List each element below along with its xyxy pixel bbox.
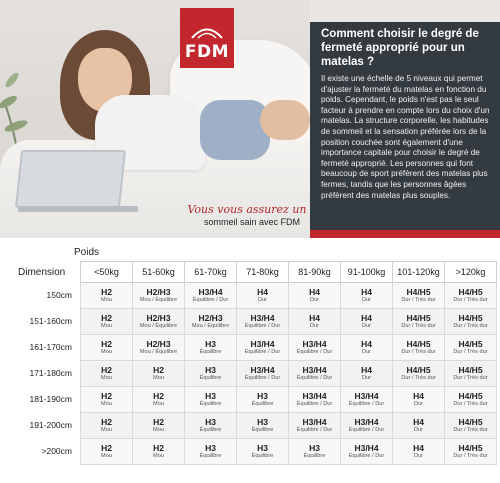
firmness-cell bbox=[393, 283, 445, 309]
firmness-cell bbox=[393, 309, 445, 335]
firmness-description: Dur / Très dur bbox=[401, 348, 436, 355]
firmness-level: H4 bbox=[361, 312, 372, 323]
firmness-cell bbox=[81, 283, 133, 309]
firmness-level: H3/H4 bbox=[302, 390, 327, 401]
weight-header-cell: >120kg bbox=[445, 262, 497, 283]
firmness-level: H4/H5 bbox=[406, 312, 431, 323]
firmness-description: Mou bbox=[101, 348, 112, 355]
firmness-description: Dur bbox=[413, 426, 423, 433]
firmness-level: H3 bbox=[257, 390, 268, 401]
firmness-description: Dur bbox=[413, 400, 423, 407]
firmness-level: H2/H3 bbox=[146, 286, 171, 297]
firmness-level: H2 bbox=[153, 442, 164, 453]
firmness-description: Mou / Équilibre bbox=[191, 322, 230, 329]
firmness-level: H4/H5 bbox=[458, 390, 483, 401]
firmness-cell bbox=[237, 283, 289, 309]
laptop-icon bbox=[15, 150, 126, 208]
woman-shorts bbox=[200, 100, 270, 160]
firmness-level: H4 bbox=[361, 286, 372, 297]
firmness-cell bbox=[133, 387, 185, 413]
firmness-description: Équilibre / Dur bbox=[348, 426, 385, 433]
dimension-label: 151-160cm bbox=[29, 316, 72, 326]
firmness-description: Mou bbox=[153, 400, 164, 407]
fdm-logo bbox=[180, 8, 234, 68]
weight-header-cell: 51-60kg bbox=[133, 262, 185, 283]
firmness-description: Mou bbox=[153, 374, 164, 381]
firmness-description: Équilibre bbox=[251, 452, 274, 459]
panel-accent-bar bbox=[310, 230, 500, 238]
firmness-cell bbox=[341, 309, 393, 335]
firmness-description: Équilibre / Dur bbox=[348, 452, 385, 459]
dimension-label: 181-190cm bbox=[29, 394, 72, 404]
firmness-cell bbox=[185, 309, 237, 335]
firmness-cell bbox=[289, 309, 341, 335]
weight-header-cell: <50kg bbox=[81, 262, 133, 283]
bed-arch-icon bbox=[190, 25, 224, 39]
firmness-cell bbox=[393, 439, 445, 465]
firmness-cell bbox=[341, 335, 393, 361]
firmness-cell bbox=[289, 413, 341, 439]
firmness-level: H4/H5 bbox=[458, 312, 483, 323]
firmness-cell bbox=[185, 439, 237, 465]
slogan-line-2: sommeil sain avec FDM bbox=[204, 217, 301, 227]
firmness-cell bbox=[133, 439, 185, 465]
firmness-cell bbox=[445, 387, 497, 413]
dimension-label: 171-180cm bbox=[29, 368, 72, 378]
firmness-level: H3/H4 bbox=[302, 338, 327, 349]
weight-header-row bbox=[81, 262, 497, 283]
firmness-level: H2 bbox=[101, 416, 112, 427]
firmness-level: H4/H5 bbox=[406, 364, 431, 375]
firmness-description: Mou bbox=[101, 322, 112, 329]
firmness-description: Équilibre bbox=[251, 400, 274, 407]
firmness-cell bbox=[393, 335, 445, 361]
firmness-cell bbox=[341, 361, 393, 387]
firmness-level: H4/H5 bbox=[406, 286, 431, 297]
firmness-description: Dur bbox=[413, 452, 423, 459]
firmness-cell bbox=[341, 387, 393, 413]
firmness-cell bbox=[237, 309, 289, 335]
firmness-level: H3 bbox=[205, 338, 216, 349]
firmness-cell bbox=[185, 283, 237, 309]
firmness-level: H2 bbox=[153, 416, 164, 427]
firmness-level: H3/H4 bbox=[250, 364, 275, 375]
firmness-cell bbox=[445, 361, 497, 387]
info-panel-body: Il existe une échelle de 5 niveaux qui permet d'ajuster la fermeté du matelas en fonction du poids. Cependant, le poids n'est pas le seul facteur à prendre en compte lors du choix d'un matelas. La structure corporelle, les habitudes de sommeil et la sensation préférée lors de la position couchée sont également d'une importance capitale pour choisir le degré de fermeté approprié. Les personnes qui font beaucoup de sport préfèrent des matelas plus fermes, tandis que les personnes âgées préfèrent des matelas plus souples. bbox=[321, 74, 490, 200]
firmness-cell bbox=[445, 335, 497, 361]
firmness-description: Dur / Très dur bbox=[401, 374, 436, 381]
firmness-level: H4 bbox=[413, 390, 424, 401]
firmness-level: H2 bbox=[101, 312, 112, 323]
firmness-description: Équilibre / Dur bbox=[296, 348, 333, 355]
weight-header-cell: 101-120kg bbox=[393, 262, 445, 283]
firmness-cell bbox=[289, 387, 341, 413]
firmness-cell bbox=[133, 413, 185, 439]
firmness-cell bbox=[289, 335, 341, 361]
firmness-description: Équilibre / Dur bbox=[296, 374, 333, 381]
firmness-description: Dur bbox=[361, 322, 371, 329]
firmness-level: H3/H4 bbox=[302, 416, 327, 427]
firmness-cell bbox=[185, 413, 237, 439]
firmness-cell bbox=[133, 283, 185, 309]
firmness-description: Dur / Très dur bbox=[401, 296, 436, 303]
table-row bbox=[81, 439, 497, 465]
firmness-description: Mou bbox=[101, 374, 112, 381]
firmness-description: Mou bbox=[153, 426, 164, 433]
firmness-description: Dur bbox=[309, 322, 319, 329]
firmness-level: H4 bbox=[257, 286, 268, 297]
weight-header-cell: 91-100kg bbox=[341, 262, 393, 283]
table-row bbox=[81, 335, 497, 361]
table-row bbox=[81, 283, 497, 309]
dimension-labels bbox=[20, 282, 72, 464]
firmness-description: Équilibre bbox=[199, 374, 222, 381]
table-row bbox=[81, 361, 497, 387]
firmness-cell bbox=[237, 413, 289, 439]
info-panel-title: Comment choisir le degré de fermeté approprié pour un matelas ? bbox=[321, 28, 479, 68]
firmness-level: H2 bbox=[101, 364, 112, 375]
firmness-cell bbox=[393, 361, 445, 387]
firmness-level: H4 bbox=[413, 442, 424, 453]
firmness-cell bbox=[237, 387, 289, 413]
firmness-level: H3/H4 bbox=[198, 286, 223, 297]
firmness-cell bbox=[81, 439, 133, 465]
firmness-level: H3/H4 bbox=[250, 338, 275, 349]
firmness-cell bbox=[133, 309, 185, 335]
firmness-description: Équilibre / Dur bbox=[348, 400, 385, 407]
laptop-base bbox=[18, 206, 138, 212]
dimension-label: 150cm bbox=[46, 290, 72, 300]
firmness-level: H2 bbox=[101, 286, 112, 297]
firmness-cell bbox=[393, 413, 445, 439]
dimension-label: 191-200cm bbox=[29, 420, 72, 430]
firmness-level: H2/H3 bbox=[146, 338, 171, 349]
firmness-description: Équilibre / Dur bbox=[244, 348, 281, 355]
firmness-level: H2 bbox=[101, 338, 112, 349]
firmness-level: H3 bbox=[309, 442, 320, 453]
firmness-description: Équilibre / Dur bbox=[192, 296, 229, 303]
firmness-cell bbox=[237, 335, 289, 361]
firmness-cell bbox=[341, 413, 393, 439]
weight-header-cell: 71-80kg bbox=[237, 262, 289, 283]
slogan bbox=[182, 204, 312, 228]
firmness-table bbox=[80, 261, 497, 465]
firmness-cell bbox=[237, 361, 289, 387]
firmness-level: H3/H4 bbox=[354, 416, 379, 427]
firmness-description: Équilibre bbox=[199, 426, 222, 433]
firmness-cell bbox=[289, 361, 341, 387]
firmness-level: H2 bbox=[101, 442, 112, 453]
firmness-cell bbox=[289, 283, 341, 309]
weight-header-title: Poids bbox=[74, 247, 100, 258]
firmness-description: Dur bbox=[361, 296, 371, 303]
firmness-description: Mou bbox=[101, 400, 112, 407]
firmness-description: Équilibre / Dur bbox=[244, 322, 281, 329]
firmness-cell bbox=[185, 335, 237, 361]
firmness-level: H2/H3 bbox=[198, 312, 223, 323]
firmness-level: H4 bbox=[309, 286, 320, 297]
firmness-description: Mou / Équilibre bbox=[139, 348, 178, 355]
firmness-cell bbox=[81, 309, 133, 335]
firmness-description: Dur / Très dur bbox=[453, 322, 488, 329]
firmness-cell bbox=[133, 335, 185, 361]
firmness-description: Dur / Très dur bbox=[453, 296, 488, 303]
firmness-level: H4 bbox=[309, 312, 320, 323]
firmness-cell bbox=[289, 439, 341, 465]
firmness-cell bbox=[81, 387, 133, 413]
firmness-level: H4/H5 bbox=[458, 364, 483, 375]
firmness-description: Équilibre bbox=[251, 426, 274, 433]
firmness-description: Équilibre / Dur bbox=[244, 374, 281, 381]
firmness-cell bbox=[81, 335, 133, 361]
firmness-level: H4/H5 bbox=[458, 338, 483, 349]
firmness-description: Dur bbox=[361, 348, 371, 355]
firmness-level: H4/H5 bbox=[458, 286, 483, 297]
firmness-description: Mou bbox=[101, 426, 112, 433]
dimension-label: 161-170cm bbox=[29, 342, 72, 352]
firmness-level: H2 bbox=[101, 390, 112, 401]
firmness-description: Équilibre / Dur bbox=[296, 400, 333, 407]
firmness-level: H2 bbox=[153, 364, 164, 375]
firmness-description: Dur / Très dur bbox=[453, 400, 488, 407]
firmness-cell bbox=[237, 439, 289, 465]
firmness-level: H3/H4 bbox=[354, 390, 379, 401]
firmness-cell bbox=[341, 283, 393, 309]
firmness-description: Mou bbox=[101, 296, 112, 303]
firmness-level: H2/H3 bbox=[146, 312, 171, 323]
firmness-description: Équilibre bbox=[199, 348, 222, 355]
slogan-line-1: Vous vous assurez un bbox=[187, 203, 307, 216]
firmness-level: H3/H4 bbox=[354, 442, 379, 453]
firmness-cell bbox=[341, 439, 393, 465]
dimension-label: >200cm bbox=[41, 446, 72, 456]
table-row bbox=[81, 387, 497, 413]
firmness-description: Mou / Équilibre bbox=[139, 322, 178, 329]
weight-header-cell: 61-70kg bbox=[185, 262, 237, 283]
table-row bbox=[81, 413, 497, 439]
firmness-description: Dur bbox=[309, 296, 319, 303]
firmness-level: H3 bbox=[257, 416, 268, 427]
firmness-level: H4 bbox=[413, 416, 424, 427]
firmness-level: H3 bbox=[205, 390, 216, 401]
firmness-level: H4/H5 bbox=[458, 416, 483, 427]
woman-leg bbox=[260, 100, 310, 140]
firmness-level: H4/H5 bbox=[406, 338, 431, 349]
firmness-level: H2 bbox=[153, 390, 164, 401]
firmness-cell bbox=[445, 283, 497, 309]
firmness-cell bbox=[393, 387, 445, 413]
firmness-level: H3 bbox=[205, 416, 216, 427]
firmness-cell bbox=[445, 309, 497, 335]
firmness-level: H3/H4 bbox=[302, 364, 327, 375]
firmness-description: Dur / Très dur bbox=[453, 452, 488, 459]
firmness-description: Équilibre / Dur bbox=[296, 426, 333, 433]
firmness-cell bbox=[133, 361, 185, 387]
firmness-cell bbox=[445, 439, 497, 465]
firmness-level: H3 bbox=[257, 442, 268, 453]
firmness-description: Dur / Très dur bbox=[453, 348, 488, 355]
table-row bbox=[81, 309, 497, 335]
firmness-description: Mou bbox=[101, 452, 112, 459]
firmness-description: Dur / Très dur bbox=[453, 426, 488, 433]
dimension-header-title: Dimension bbox=[18, 267, 66, 278]
firmness-description: Équilibre bbox=[199, 452, 222, 459]
logo-text: FDM bbox=[184, 42, 230, 62]
firmness-description: Dur bbox=[361, 374, 371, 381]
firmness-cell bbox=[81, 413, 133, 439]
firmness-level: H4/H5 bbox=[458, 442, 483, 453]
firmness-level: H4 bbox=[361, 364, 372, 375]
firmness-description: Dur / Très dur bbox=[401, 322, 436, 329]
firmness-cell bbox=[445, 413, 497, 439]
firmness-description: Mou bbox=[153, 452, 164, 459]
firmness-description: Dur / Très dur bbox=[453, 374, 488, 381]
firmness-description: Équilibre bbox=[303, 452, 326, 459]
firmness-level: H3/H4 bbox=[250, 312, 275, 323]
firmness-cell bbox=[81, 361, 133, 387]
firmness-cell bbox=[185, 387, 237, 413]
firmness-cell bbox=[185, 361, 237, 387]
firmness-level: H3 bbox=[205, 364, 216, 375]
firmness-description: Équilibre bbox=[199, 400, 222, 407]
firmness-level: H4 bbox=[361, 338, 372, 349]
weight-header-cell: 81-90kg bbox=[289, 262, 341, 283]
firmness-description: Mou / Équilibre bbox=[139, 296, 178, 303]
firmness-level: H3 bbox=[205, 442, 216, 453]
firmness-description: Dur bbox=[257, 296, 267, 303]
